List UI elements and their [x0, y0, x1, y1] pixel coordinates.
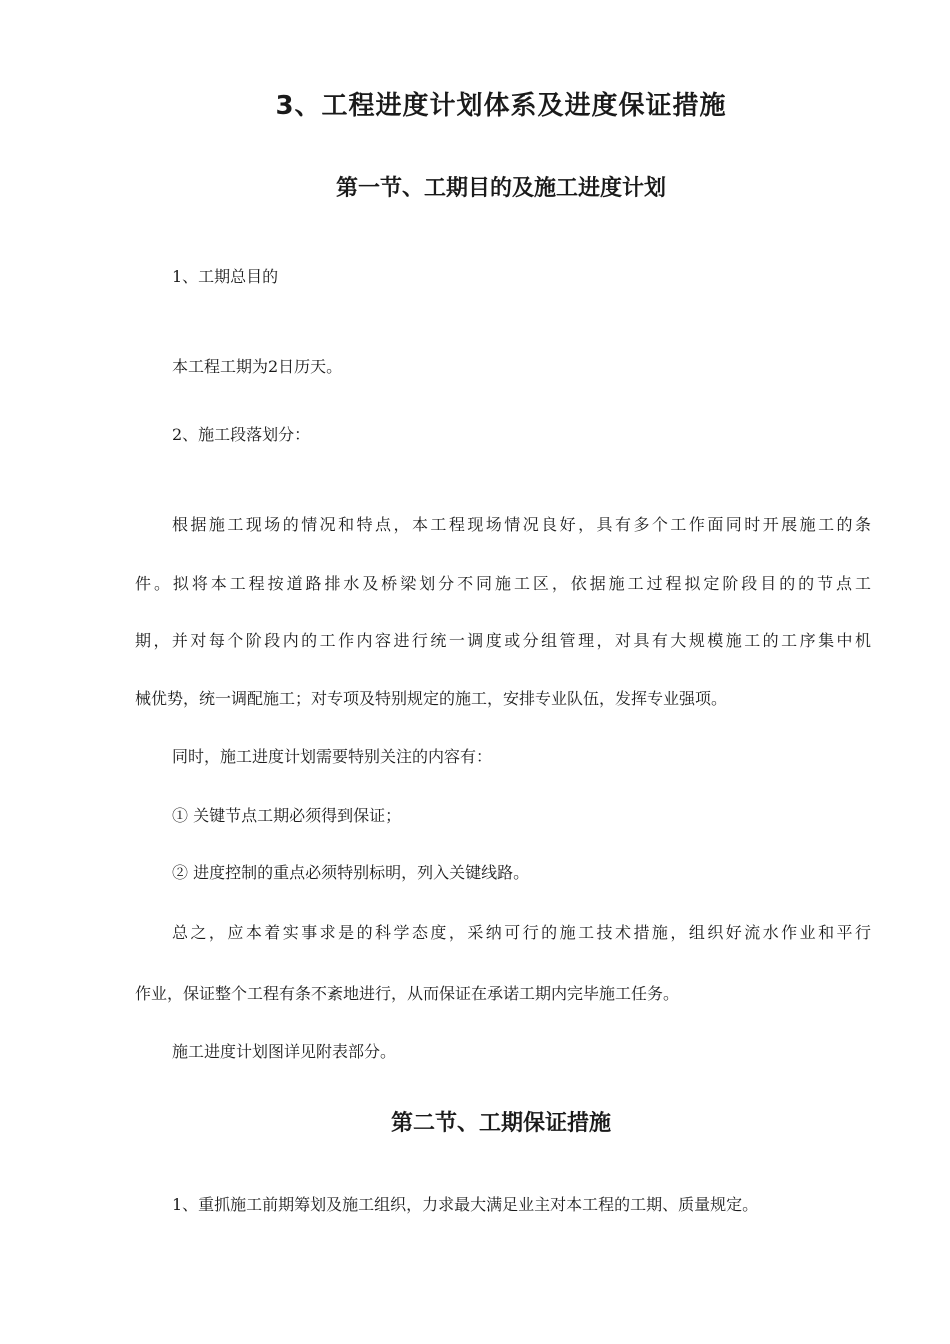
section2-item1: 1、重抓施工前期筹划及施工组织，力求最大满足业主对本工程的工期、质量规定。	[172, 1195, 759, 1214]
document-title: 3、工程进度计划体系及进度保证措施	[275, 91, 727, 121]
section2-heading: 第二节、工期保证措施	[390, 1110, 611, 1136]
list-item: ② 进度控制的重点必须特别标明，列入关键线路。	[172, 863, 530, 882]
paragraph-line: 总之，应本着实事求是的科学态度，采纳可行的施工技术措施，组织好流水作业和平行	[172, 923, 871, 942]
item1-text: 本工程工期为2日历天。	[172, 357, 343, 376]
paragraph-line: 期，并对每个阶段内的工作内容进行统一调度或分组管理，对具有大规模施工的工序集中机	[135, 631, 871, 650]
paragraph-line: 作业，保证整个工程有条不紊地进行，从而保证在承诺工期内完毕施工任务。	[135, 984, 680, 1003]
paragraph-line: 械优势，统一调配施工；对专项及特别规定的施工，安排专业队伍，发挥专业强项。	[135, 689, 728, 708]
paragraph: 同时，施工进度计划需要特别关注的内容有：	[172, 747, 493, 766]
item2-heading: 2、施工段落划分：	[172, 425, 311, 444]
paragraph: 施工进度计划图详见附表部分。	[172, 1042, 397, 1061]
list-item: ① 关键节点工期必须得到保证；	[172, 806, 402, 825]
paragraph-line: 根据施工现场的情况和特点，本工程现场情况良好，具有多个工作面同时开展施工的条	[172, 515, 871, 534]
paragraph-line: 件。拟将本工程按道路排水及桥梁划分不同施工区，依据施工过程拟定阶段目的的节点工	[135, 574, 871, 593]
section1-heading: 第一节、工期目的及施工进度计划	[335, 175, 666, 201]
item1-heading: 1、工期总目的	[172, 267, 279, 286]
